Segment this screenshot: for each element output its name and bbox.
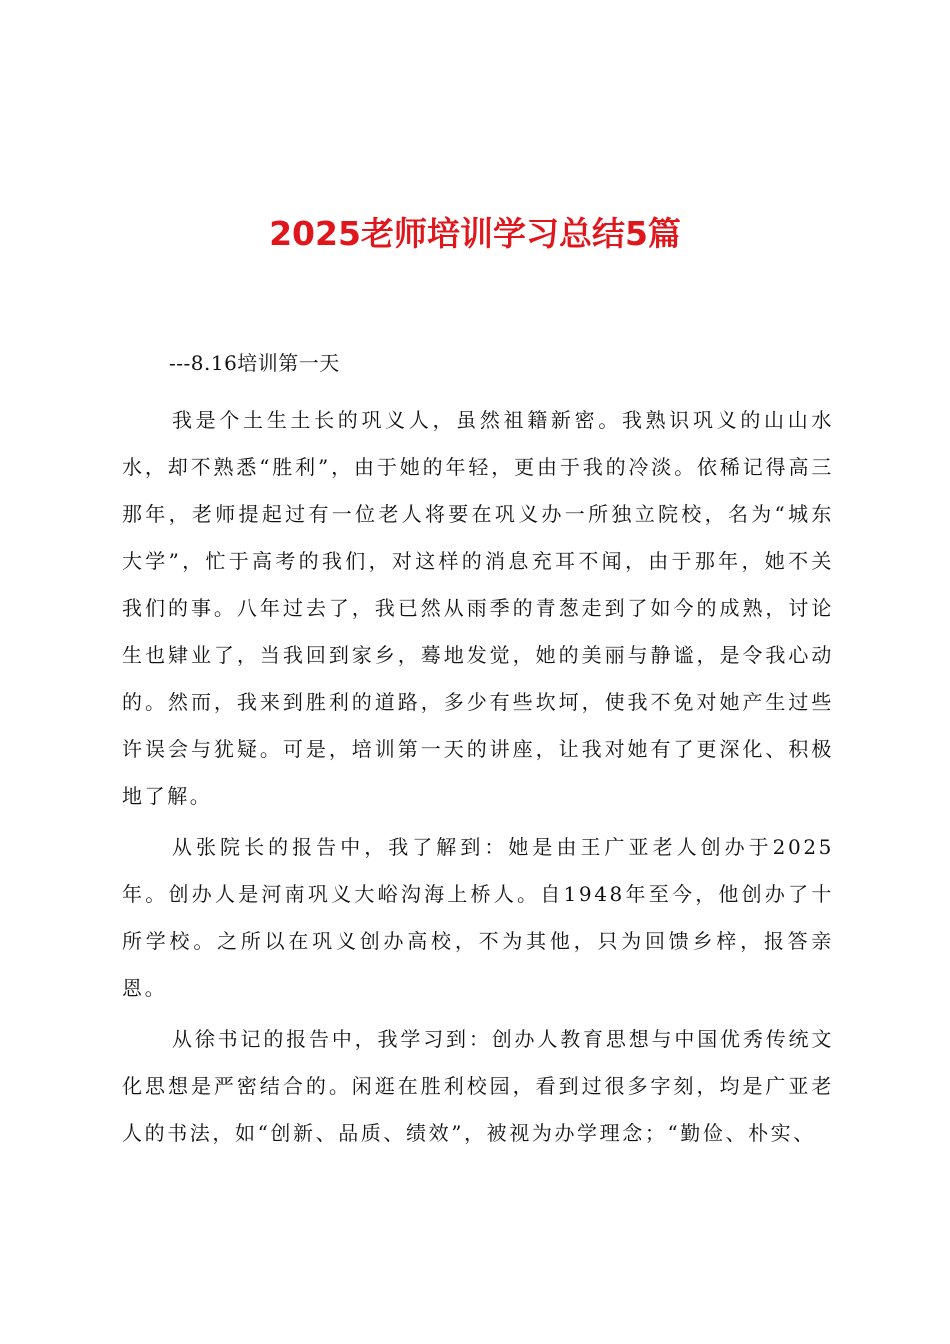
section-subheading: ---8.16培训第一天 — [169, 351, 340, 375]
document-title: 2025老师培训学习总结5篇 — [269, 214, 681, 253]
paragraph-3: 从徐书记的报告中，我学习到：创办人教育思想与中国优秀传统文化思想是严密结合的。闲逛在胜利校园，看到过很多字刻，均是广亚老人的书法，如“创新、品质、绩效”，被视为办学理念；“勤俭、朴实、 — [122, 1027, 834, 1145]
paragraph-2: 从张院长的报告中，我了解到：她是由王广亚老人创办于2025年。创办人是河南巩义大峪沟海上桥人。自1948年至今，他创办了十所学校。之所以在巩义创办高校，不为其他，只为回馈乡梓，报答亲恩。 — [122, 835, 834, 1000]
document-body — [122, 340, 834, 1161]
paragraph-1: 我是个土生土长的巩义人，虽然祖籍新密。我熟识巩义的山山水水，却不熟悉“胜利”，由于她的年轻，更由于我的冷淡。依稀记得高三那年，老师提起过有一位老人将要在巩义办一所独立院校，名为“城东大学”，忙于高考的我们，对这样的消息充耳不闻，由于那年，她不关我们的事。八年过去了，我已然从雨季的青葱走到了如今的成熟，讨论生也肄业了，当我回到家乡，蓦地发觉，她的美丽与静谧，是令我心动的。然而，我来到胜利的道路，多少有些坎坷，使我不免对她产生过些许误会与犹疑。可是，培训第一天的讲座，让我对她有了更深化、积极地了解。 — [122, 408, 834, 808]
